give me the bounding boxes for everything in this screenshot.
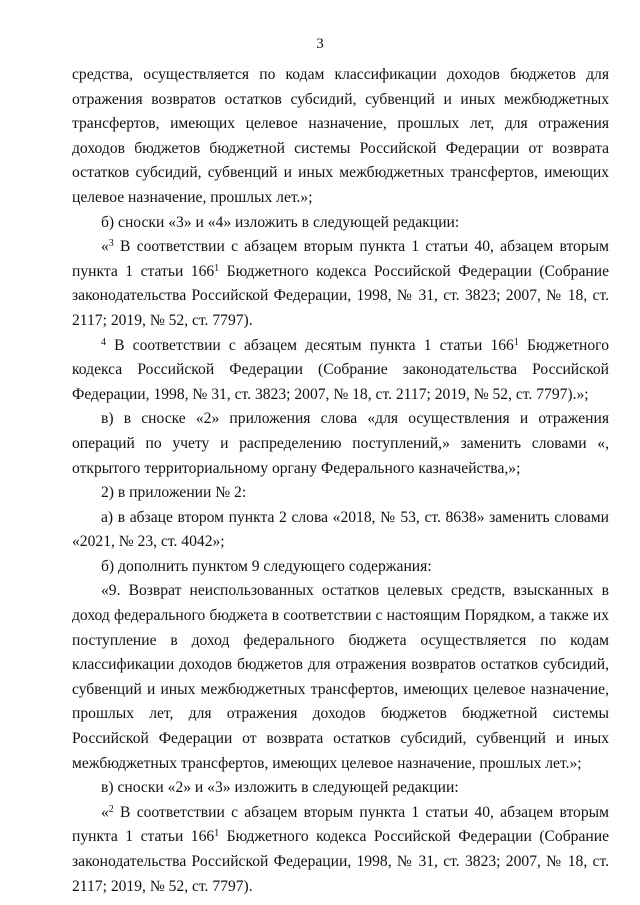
footnote-marker: 3 [108, 238, 114, 250]
paragraph [72, 776, 609, 801]
text-run: В соответствии с абзацем вторым пункта 1 статьи 40, абзацем вторым пункта 1 статьи 166 [72, 238, 609, 280]
text-run: В соответствии с абзацем десятым пункта 1 статьи 166 [106, 336, 514, 354]
footnote-marker: 1 [214, 828, 220, 840]
paragraph [72, 211, 609, 236]
text-run: 2) в приложении № 2: [101, 484, 247, 502]
text-run: В соответствии с абзацем вторым пункта 1 статьи 40, абзацем вторым пункта 1 статьи 166 [72, 803, 609, 846]
footnote-marker: 2 [108, 803, 114, 815]
document-body [72, 63, 609, 899]
text-run: б) сноски «3» и «4» изложить в следующей редакции: [101, 213, 460, 231]
paragraph [72, 579, 609, 776]
text-run: а) в абзаце втором пункта 2 слова «2018, № 53, ст. 8638» заменить словами «2021, № 23, ст. 4042»; [72, 508, 609, 551]
text-run: в) в сноске «2» приложения слова «для осуществления и отражения операций по учету и распределению поступлений,» заменить словами «, открытого территориальному органу Федерального казначейства,»; [72, 410, 609, 477]
footnote-marker: 1 [513, 336, 519, 348]
text-run: «9. Возврат неиспользованных остатков целевых средств, взысканных в доход федерального бюджета в соответствии с настоящим Порядком, а также их поступление в доход федерального бюджета осуществляется по кодам классификации доходов бюджетов для отражения возвратов остатков субсидий, субвенций и иных межбюджетных трансфертов, имеющих целевое назначение, прошлых лет, для отражения доходов бюджетов бюджетной системы Российской Федерации от возврата остатков субсидий, субвенций и иных межбюджетных трансфертов, имеющих целевое назначение, прошлых лет.»; [72, 582, 609, 772]
page-number: 3 [316, 36, 324, 52]
paragraph [72, 235, 609, 333]
paragraph [72, 801, 609, 899]
text-run: средства, осуществляется по кодам классификации доходов бюджетов для отражения возвратов остатков субсидий, субвенций и иных межбюджетных трансфертов, имеющих целевое назначение, прошлых лет, для отражения доходов бюджетов бюджетной системы Российской Федерации от возврата остатков субсидий, субвенций и иных межбюджетных трансфертов, имеющих целевое назначение, прошлых лет.»; [72, 66, 609, 206]
text-run: Бюджетного кодекса Российской Федерации (Собрание законодательства Российской Федерации, 1998, № 31, ст. 3823; 2007, № 18, ст. 2117; 2019, № 52, ст. 7797).»; [72, 336, 609, 403]
paragraph [72, 555, 609, 580]
text-run: « [101, 238, 109, 256]
paragraph [72, 506, 609, 555]
paragraph [72, 407, 609, 481]
text-run: Бюджетного кодекса Российской Федерации (Собрание законодательства Российской Федерации, 1998, № 31, ст. 3823; 2007, № 18, ст. 2117; 2019, № 52, ст. 7797). [72, 262, 609, 329]
text-run: « [101, 803, 109, 821]
footnote-marker: 4 [101, 336, 106, 348]
text-run: б) дополнить пунктом 9 следующего содержания: [101, 557, 432, 575]
footnote-marker: 1 [214, 262, 220, 274]
paragraph [72, 481, 609, 506]
text-run: Бюджетного кодекса Российской Федерации (Собрание законодательства Российской Федерации, 1998, № 31, ст. 3823; 2007, № 18, ст. 2117; 2019, № 52, ст. 7797). [72, 828, 609, 895]
paragraph [72, 334, 609, 408]
paragraph [72, 63, 609, 211]
text-run: в) сноски «2» и «3» изложить в следующей редакции: [101, 779, 459, 797]
